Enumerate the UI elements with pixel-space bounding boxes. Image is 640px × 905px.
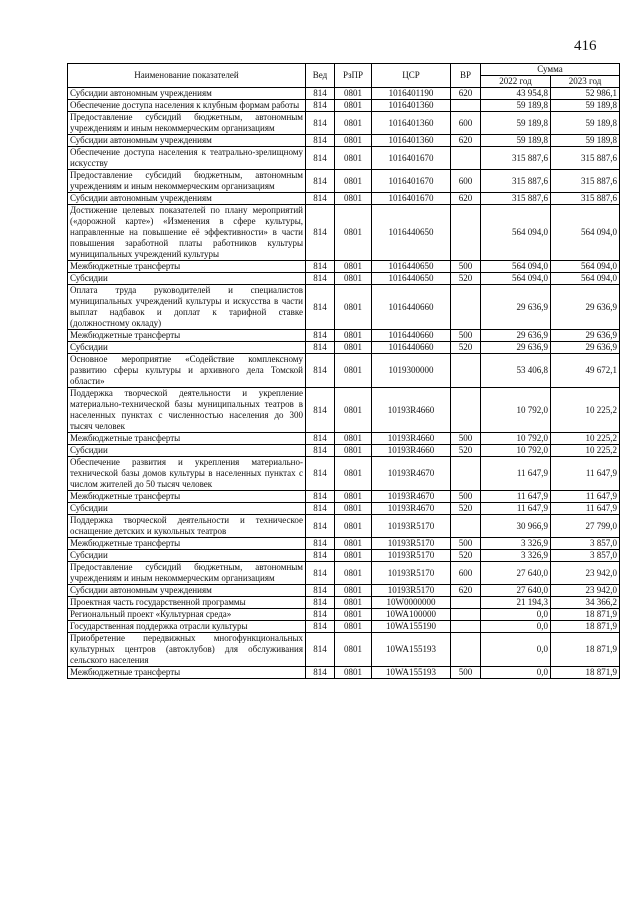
cell-name: Субсидии автономным учреждениям <box>68 88 306 100</box>
cell-2022: 27 640,0 <box>481 562 551 585</box>
cell-ved: 814 <box>306 342 335 354</box>
cell-name: Субсидии автономным учреждениям <box>68 193 306 205</box>
cell-2023: 29 636,9 <box>551 342 620 354</box>
cell-2022: 29 636,9 <box>481 285 551 330</box>
cell-ved: 814 <box>306 205 335 261</box>
cell-rzpr: 0801 <box>335 205 372 261</box>
cell-2022: 59 189,8 <box>481 112 551 135</box>
cell-2023: 3 857,0 <box>551 538 620 550</box>
cell-vr: 600 <box>451 112 481 135</box>
cell-rzpr: 0801 <box>335 193 372 205</box>
table-row <box>68 205 620 261</box>
header-name: Наименование показателей <box>68 64 306 88</box>
cell-name: Региональный проект «Культурная среда» <box>68 609 306 621</box>
cell-ved: 814 <box>306 135 335 147</box>
cell-2022: 53 406,8 <box>481 354 551 388</box>
cell-name: Обеспечение доступа населения к клубным формам работы <box>68 100 306 112</box>
cell-2022: 0,0 <box>481 633 551 667</box>
cell-csr: 10193R4660 <box>372 433 451 445</box>
cell-csr: 10193R5170 <box>372 538 451 550</box>
table-row <box>68 100 620 112</box>
cell-rzpr: 0801 <box>335 147 372 170</box>
cell-2022: 10 792,0 <box>481 445 551 457</box>
table-row <box>68 112 620 135</box>
cell-csr: 10193R4670 <box>372 491 451 503</box>
page-number: 416 <box>574 38 597 54</box>
cell-vr <box>451 100 481 112</box>
cell-ved: 814 <box>306 503 335 515</box>
cell-rzpr: 0801 <box>335 609 372 621</box>
cell-ved: 814 <box>306 100 335 112</box>
cell-ved: 814 <box>306 261 335 273</box>
table-row <box>68 457 620 491</box>
cell-ved: 814 <box>306 388 335 433</box>
cell-vr: 620 <box>451 193 481 205</box>
cell-csr: 10WA155193 <box>372 633 451 667</box>
cell-name: Обеспечение доступа населения к театрально-зрелищному искусству <box>68 147 306 170</box>
cell-csr: 10193R5170 <box>372 585 451 597</box>
cell-ved: 814 <box>306 193 335 205</box>
cell-vr: 500 <box>451 538 481 550</box>
cell-rzpr: 0801 <box>335 503 372 515</box>
cell-rzpr: 0801 <box>335 562 372 585</box>
cell-2022: 27 640,0 <box>481 585 551 597</box>
cell-name: Субсидии <box>68 273 306 285</box>
cell-rzpr: 0801 <box>335 667 372 679</box>
cell-csr: 1016440650 <box>372 273 451 285</box>
cell-csr: 10WA155190 <box>372 621 451 633</box>
cell-ved: 814 <box>306 112 335 135</box>
cell-ved: 814 <box>306 633 335 667</box>
table-row <box>68 550 620 562</box>
cell-rzpr: 0801 <box>335 388 372 433</box>
cell-2023: 10 225,2 <box>551 433 620 445</box>
cell-csr: 10193R5170 <box>372 562 451 585</box>
cell-name: Достижение целевых показателей по плану мероприятий («дорожной карте») «Изменения в сфере культуры, направленные на повышение её эффективности» в части повышения заработной платы работников культуры муниципальных учреждений культуры <box>68 205 306 261</box>
cell-2022: 29 636,9 <box>481 342 551 354</box>
cell-name: Субсидии <box>68 503 306 515</box>
cell-2022: 3 326,9 <box>481 550 551 562</box>
cell-rzpr: 0801 <box>335 170 372 193</box>
cell-2023: 18 871,9 <box>551 667 620 679</box>
cell-2023: 49 672,1 <box>551 354 620 388</box>
cell-name: Субсидии автономным учреждениям <box>68 135 306 147</box>
cell-name: Поддержка творческой деятельности и укрепление материально-технической базы муниципальных театров в населенных пунктах с численностью населения до 300 тысяч человек <box>68 388 306 433</box>
cell-csr: 1016440660 <box>372 285 451 330</box>
table-row <box>68 515 620 538</box>
header-year-2023: 2023 год <box>551 76 620 88</box>
cell-2022: 10 792,0 <box>481 388 551 433</box>
cell-name: Обеспечение развития и укрепления материально-технической базы домов культуры в населенных пунктах с числом жителей до 50 тысяч человек <box>68 457 306 491</box>
cell-rzpr: 0801 <box>335 330 372 342</box>
cell-2023: 564 094,0 <box>551 273 620 285</box>
cell-name: Межбюджетные трансферты <box>68 261 306 273</box>
cell-vr: 500 <box>451 667 481 679</box>
table-row <box>68 193 620 205</box>
cell-vr <box>451 354 481 388</box>
cell-csr: 10193R4670 <box>372 457 451 491</box>
cell-2023: 18 871,9 <box>551 621 620 633</box>
cell-vr <box>451 388 481 433</box>
table-row <box>68 503 620 515</box>
cell-rzpr: 0801 <box>335 445 372 457</box>
cell-csr: 10193R5170 <box>372 515 451 538</box>
cell-2022: 315 887,6 <box>481 193 551 205</box>
cell-name: Субсидии <box>68 342 306 354</box>
cell-vr: 520 <box>451 550 481 562</box>
cell-2023: 315 887,6 <box>551 170 620 193</box>
cell-csr: 10WA100000 <box>372 609 451 621</box>
header-rzpr: РзПР <box>335 64 372 88</box>
cell-name: Субсидии <box>68 550 306 562</box>
cell-ved: 814 <box>306 597 335 609</box>
table-row <box>68 388 620 433</box>
cell-vr <box>451 621 481 633</box>
cell-rzpr: 0801 <box>335 621 372 633</box>
cell-vr <box>451 205 481 261</box>
table-header <box>68 64 620 88</box>
cell-ved: 814 <box>306 445 335 457</box>
cell-ved: 814 <box>306 170 335 193</box>
cell-ved: 814 <box>306 550 335 562</box>
table-row <box>68 342 620 354</box>
cell-vr: 520 <box>451 503 481 515</box>
cell-2023: 564 094,0 <box>551 205 620 261</box>
cell-csr: 10193R5170 <box>372 550 451 562</box>
cell-ved: 814 <box>306 538 335 550</box>
cell-name: Предоставление субсидий бюджетным, автономным учреждениям и иным некоммерческим организациям <box>68 562 306 585</box>
cell-2022: 29 636,9 <box>481 330 551 342</box>
cell-ved: 814 <box>306 515 335 538</box>
cell-name: Субсидии автономным учреждениям <box>68 585 306 597</box>
cell-2023: 3 857,0 <box>551 550 620 562</box>
table-row <box>68 88 620 100</box>
cell-vr: 520 <box>451 342 481 354</box>
cell-csr: 10193R4670 <box>372 503 451 515</box>
cell-2022: 30 966,9 <box>481 515 551 538</box>
cell-ved: 814 <box>306 457 335 491</box>
cell-rzpr: 0801 <box>335 135 372 147</box>
cell-csr: 1016401670 <box>372 193 451 205</box>
cell-rzpr: 0801 <box>335 550 372 562</box>
cell-rzpr: 0801 <box>335 354 372 388</box>
cell-vr <box>451 285 481 330</box>
cell-rzpr: 0801 <box>335 585 372 597</box>
cell-csr: 1016401670 <box>372 170 451 193</box>
cell-vr: 500 <box>451 330 481 342</box>
cell-vr: 600 <box>451 562 481 585</box>
table-row <box>68 135 620 147</box>
header-vr: ВР <box>451 64 481 88</box>
cell-2023: 29 636,9 <box>551 330 620 342</box>
cell-rzpr: 0801 <box>335 597 372 609</box>
cell-rzpr: 0801 <box>335 261 372 273</box>
cell-name: Поддержка творческой деятельности и техническое оснащение детских и кукольных театров <box>68 515 306 538</box>
cell-vr: 620 <box>451 135 481 147</box>
cell-ved: 814 <box>306 433 335 445</box>
header-csr: ЦСР <box>372 64 451 88</box>
cell-2023: 11 647,9 <box>551 491 620 503</box>
cell-2023: 11 647,9 <box>551 503 620 515</box>
cell-2022: 0,0 <box>481 621 551 633</box>
cell-vr <box>451 147 481 170</box>
cell-ved: 814 <box>306 585 335 597</box>
budget-table <box>67 63 620 679</box>
cell-2022: 11 647,9 <box>481 503 551 515</box>
cell-name: Оплата труда руководителей и специалистов муниципальных учреждений культуры и искусства в части выплат надбавок и доплат к тарифной ставке (должностному окладу) <box>68 285 306 330</box>
cell-2023: 10 225,2 <box>551 388 620 433</box>
cell-name: Основное мероприятие «Содействие комплексному развитию сферы культуры и архивного дела Томской области» <box>68 354 306 388</box>
cell-name: Приобретение передвижных многофункциональных культурных центров (автоклубов) для обслуживания сельского населения <box>68 633 306 667</box>
cell-vr <box>451 609 481 621</box>
cell-vr: 620 <box>451 88 481 100</box>
cell-csr: 1016401190 <box>372 88 451 100</box>
cell-vr <box>451 633 481 667</box>
cell-2023: 315 887,6 <box>551 193 620 205</box>
table-row <box>68 621 620 633</box>
cell-rzpr: 0801 <box>335 633 372 667</box>
cell-rzpr: 0801 <box>335 285 372 330</box>
table-row <box>68 170 620 193</box>
cell-name: Государственная поддержка отрасли культуры <box>68 621 306 633</box>
cell-csr: 10193R4660 <box>372 388 451 433</box>
table-row <box>68 562 620 585</box>
table-row <box>68 445 620 457</box>
cell-2023: 34 366,2 <box>551 597 620 609</box>
cell-2022: 59 189,8 <box>481 135 551 147</box>
cell-ved: 814 <box>306 667 335 679</box>
cell-ved: 814 <box>306 491 335 503</box>
cell-vr: 500 <box>451 491 481 503</box>
cell-rzpr: 0801 <box>335 112 372 135</box>
cell-2022: 564 094,0 <box>481 205 551 261</box>
cell-rzpr: 0801 <box>335 273 372 285</box>
cell-rzpr: 0801 <box>335 433 372 445</box>
header-sum: Сумма <box>481 64 620 76</box>
cell-csr: 1016401360 <box>372 100 451 112</box>
cell-2022: 315 887,6 <box>481 170 551 193</box>
cell-2023: 59 189,8 <box>551 100 620 112</box>
cell-ved: 814 <box>306 88 335 100</box>
cell-ved: 814 <box>306 285 335 330</box>
cell-vr: 620 <box>451 585 481 597</box>
table-row <box>68 667 620 679</box>
cell-rzpr: 0801 <box>335 457 372 491</box>
cell-name: Проектная часть государственной программы <box>68 597 306 609</box>
header-ved: Вед <box>306 64 335 88</box>
table-row <box>68 330 620 342</box>
cell-2022: 0,0 <box>481 667 551 679</box>
table-row <box>68 354 620 388</box>
cell-name: Межбюджетные трансферты <box>68 491 306 503</box>
cell-rzpr: 0801 <box>335 88 372 100</box>
cell-rzpr: 0801 <box>335 491 372 503</box>
cell-name: Межбюджетные трансферты <box>68 667 306 679</box>
table-body <box>68 88 620 679</box>
table-row <box>68 597 620 609</box>
cell-vr: 500 <box>451 261 481 273</box>
cell-name: Межбюджетные трансферты <box>68 433 306 445</box>
cell-vr: 500 <box>451 433 481 445</box>
cell-2023: 59 189,8 <box>551 112 620 135</box>
cell-name: Межбюджетные трансферты <box>68 538 306 550</box>
cell-rzpr: 0801 <box>335 538 372 550</box>
table-row <box>68 633 620 667</box>
cell-2022: 59 189,8 <box>481 100 551 112</box>
cell-name: Субсидии <box>68 445 306 457</box>
cell-csr: 10WA155193 <box>372 667 451 679</box>
cell-2022: 315 887,6 <box>481 147 551 170</box>
table-row <box>68 491 620 503</box>
cell-ved: 814 <box>306 609 335 621</box>
cell-2023: 23 942,0 <box>551 562 620 585</box>
cell-csr: 1016440650 <box>372 205 451 261</box>
table-row <box>68 261 620 273</box>
table-row <box>68 433 620 445</box>
cell-2023: 315 887,6 <box>551 147 620 170</box>
cell-2022: 564 094,0 <box>481 261 551 273</box>
cell-2023: 18 871,9 <box>551 609 620 621</box>
table-row <box>68 147 620 170</box>
cell-name: Межбюджетные трансферты <box>68 330 306 342</box>
cell-vr <box>451 515 481 538</box>
table-row <box>68 609 620 621</box>
cell-name: Предоставление субсидий бюджетным, автономным учреждениям и иным некоммерческим организациям <box>68 112 306 135</box>
cell-ved: 814 <box>306 330 335 342</box>
cell-csr: 1016401360 <box>372 135 451 147</box>
cell-rzpr: 0801 <box>335 100 372 112</box>
cell-2023: 59 189,8 <box>551 135 620 147</box>
cell-vr <box>451 457 481 491</box>
cell-ved: 814 <box>306 562 335 585</box>
cell-csr: 10193R4660 <box>372 445 451 457</box>
cell-name: Предоставление субсидий бюджетным, автономным учреждениям и иным некоммерческим организациям <box>68 170 306 193</box>
cell-2023: 29 636,9 <box>551 285 620 330</box>
cell-ved: 814 <box>306 273 335 285</box>
cell-csr: 1019300000 <box>372 354 451 388</box>
cell-2023: 11 647,9 <box>551 457 620 491</box>
header-year-2022: 2022 год <box>481 76 551 88</box>
cell-ved: 814 <box>306 621 335 633</box>
table-row <box>68 538 620 550</box>
table-row <box>68 585 620 597</box>
cell-2022: 3 326,9 <box>481 538 551 550</box>
cell-2023: 27 799,0 <box>551 515 620 538</box>
cell-rzpr: 0801 <box>335 515 372 538</box>
table-row <box>68 285 620 330</box>
cell-ved: 814 <box>306 354 335 388</box>
cell-csr: 10W0000000 <box>372 597 451 609</box>
cell-2023: 52 986,1 <box>551 88 620 100</box>
cell-2022: 43 954,8 <box>481 88 551 100</box>
cell-rzpr: 0801 <box>335 342 372 354</box>
cell-csr: 1016440650 <box>372 261 451 273</box>
cell-2023: 10 225,2 <box>551 445 620 457</box>
cell-csr: 1016401360 <box>372 112 451 135</box>
cell-csr: 1016440660 <box>372 342 451 354</box>
cell-2023: 18 871,9 <box>551 633 620 667</box>
cell-vr: 600 <box>451 170 481 193</box>
cell-vr: 520 <box>451 273 481 285</box>
cell-2022: 10 792,0 <box>481 433 551 445</box>
cell-2022: 564 094,0 <box>481 273 551 285</box>
cell-csr: 1016440660 <box>372 330 451 342</box>
cell-2022: 11 647,9 <box>481 457 551 491</box>
cell-ved: 814 <box>306 147 335 170</box>
cell-csr: 1016401670 <box>372 147 451 170</box>
table-row <box>68 273 620 285</box>
cell-2022: 21 194,3 <box>481 597 551 609</box>
cell-2022: 0,0 <box>481 609 551 621</box>
cell-vr: 520 <box>451 445 481 457</box>
cell-2023: 23 942,0 <box>551 585 620 597</box>
cell-2023: 564 094,0 <box>551 261 620 273</box>
cell-2022: 11 647,9 <box>481 491 551 503</box>
cell-vr <box>451 597 481 609</box>
